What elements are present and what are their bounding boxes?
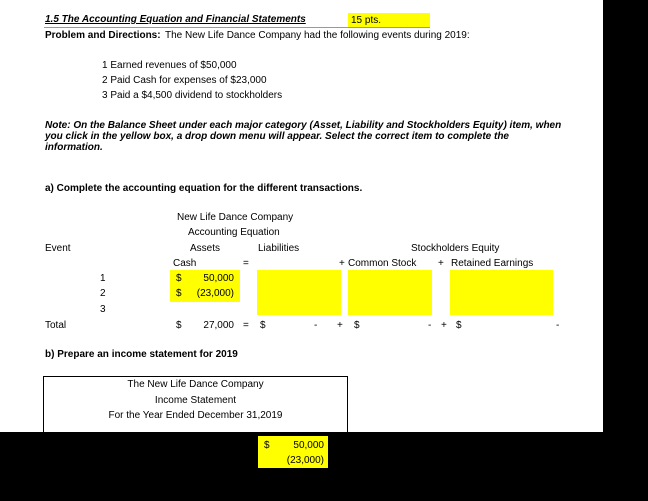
- total-common-stock-value: -: [428, 320, 432, 331]
- plus-sign-header-2: +: [438, 258, 444, 269]
- cash-row-2-sign: $: [176, 288, 182, 299]
- total-liabilities-sign: $: [260, 320, 266, 331]
- event-item-3: 3 Paid a $4,500 dividend to stockholders: [102, 90, 283, 101]
- cash-row-1-value[interactable]: 50,000: [203, 273, 234, 284]
- cash-header: Cash: [173, 258, 197, 269]
- note-line-1: Note: On the Balance Sheet under each major category (Asset, Liability and Stockholders Equity) item, when: [45, 120, 562, 131]
- equation-company: New Life Dance Company: [177, 212, 294, 223]
- note-line-3: information.: [45, 142, 103, 153]
- total-cash-sign: $: [176, 320, 182, 331]
- retained-earnings-input-cells[interactable]: [450, 270, 553, 315]
- income-line-1-sign: $: [264, 440, 270, 451]
- total-equals-sign: =: [243, 320, 249, 331]
- total-cash-value: 27,000: [203, 320, 234, 331]
- event-row-1-number: 1: [100, 273, 106, 284]
- total-liabilities-value: -: [314, 320, 318, 331]
- retained-earnings-header: Retained Earnings: [451, 258, 534, 269]
- income-line-1-value[interactable]: 50,000: [293, 440, 324, 451]
- points-label: 15 pts.: [351, 15, 382, 26]
- income-statement-period: For the Year Ended December 31,2019: [108, 410, 283, 421]
- event-item-1: 1 Earned revenues of $50,000: [102, 60, 237, 71]
- event-row-3-number: 3: [100, 304, 106, 315]
- cash-row-1-sign: $: [176, 273, 182, 284]
- header-divider: [44, 27, 430, 28]
- event-row-2-number: 2: [100, 288, 106, 299]
- note-line-2: you click in the yellow box, a drop down menu will appear. Select the correct item to complete the: [45, 131, 509, 142]
- common-stock-input-cells[interactable]: [348, 270, 432, 315]
- problem-label: Problem and Directions:: [45, 30, 161, 41]
- total-retained-earnings-sign: $: [456, 320, 462, 331]
- plus-sign-header-1: +: [339, 258, 345, 269]
- total-common-stock-sign: $: [354, 320, 360, 331]
- total-retained-earnings-value: -: [556, 320, 560, 331]
- assets-header: Assets: [190, 243, 221, 254]
- event-item-2: 2 Paid Cash for expenses of $23,000: [102, 75, 267, 86]
- problem-text: The New Life Dance Company had the following events during 2019:: [165, 30, 470, 41]
- event-column-header: Event: [45, 243, 71, 254]
- liabilities-input-cells[interactable]: [257, 270, 341, 315]
- common-stock-header: Common Stock: [348, 258, 417, 269]
- total-plus-sign-2: +: [441, 320, 447, 331]
- total-label: Total: [45, 320, 67, 331]
- part-a-heading: a) Complete the accounting equation for the different transactions.: [45, 183, 363, 194]
- income-line-2-value[interactable]: (23,000): [286, 455, 324, 466]
- equity-header: Stockholders Equity: [411, 243, 500, 254]
- assignment-title: 1.5 The Accounting Equation and Financial Statements: [45, 14, 306, 25]
- cash-row-2-value[interactable]: (23,000): [196, 288, 234, 299]
- income-statement-company: The New Life Dance Company: [127, 379, 264, 390]
- liabilities-header: Liabilities: [258, 243, 300, 254]
- total-plus-sign-1: +: [337, 320, 343, 331]
- equation-subtitle: Accounting Equation: [188, 227, 280, 238]
- equals-sign-header: =: [243, 258, 249, 269]
- part-b-heading: b) Prepare an income statement for 2019: [45, 349, 238, 360]
- income-statement-title: Income Statement: [154, 395, 237, 406]
